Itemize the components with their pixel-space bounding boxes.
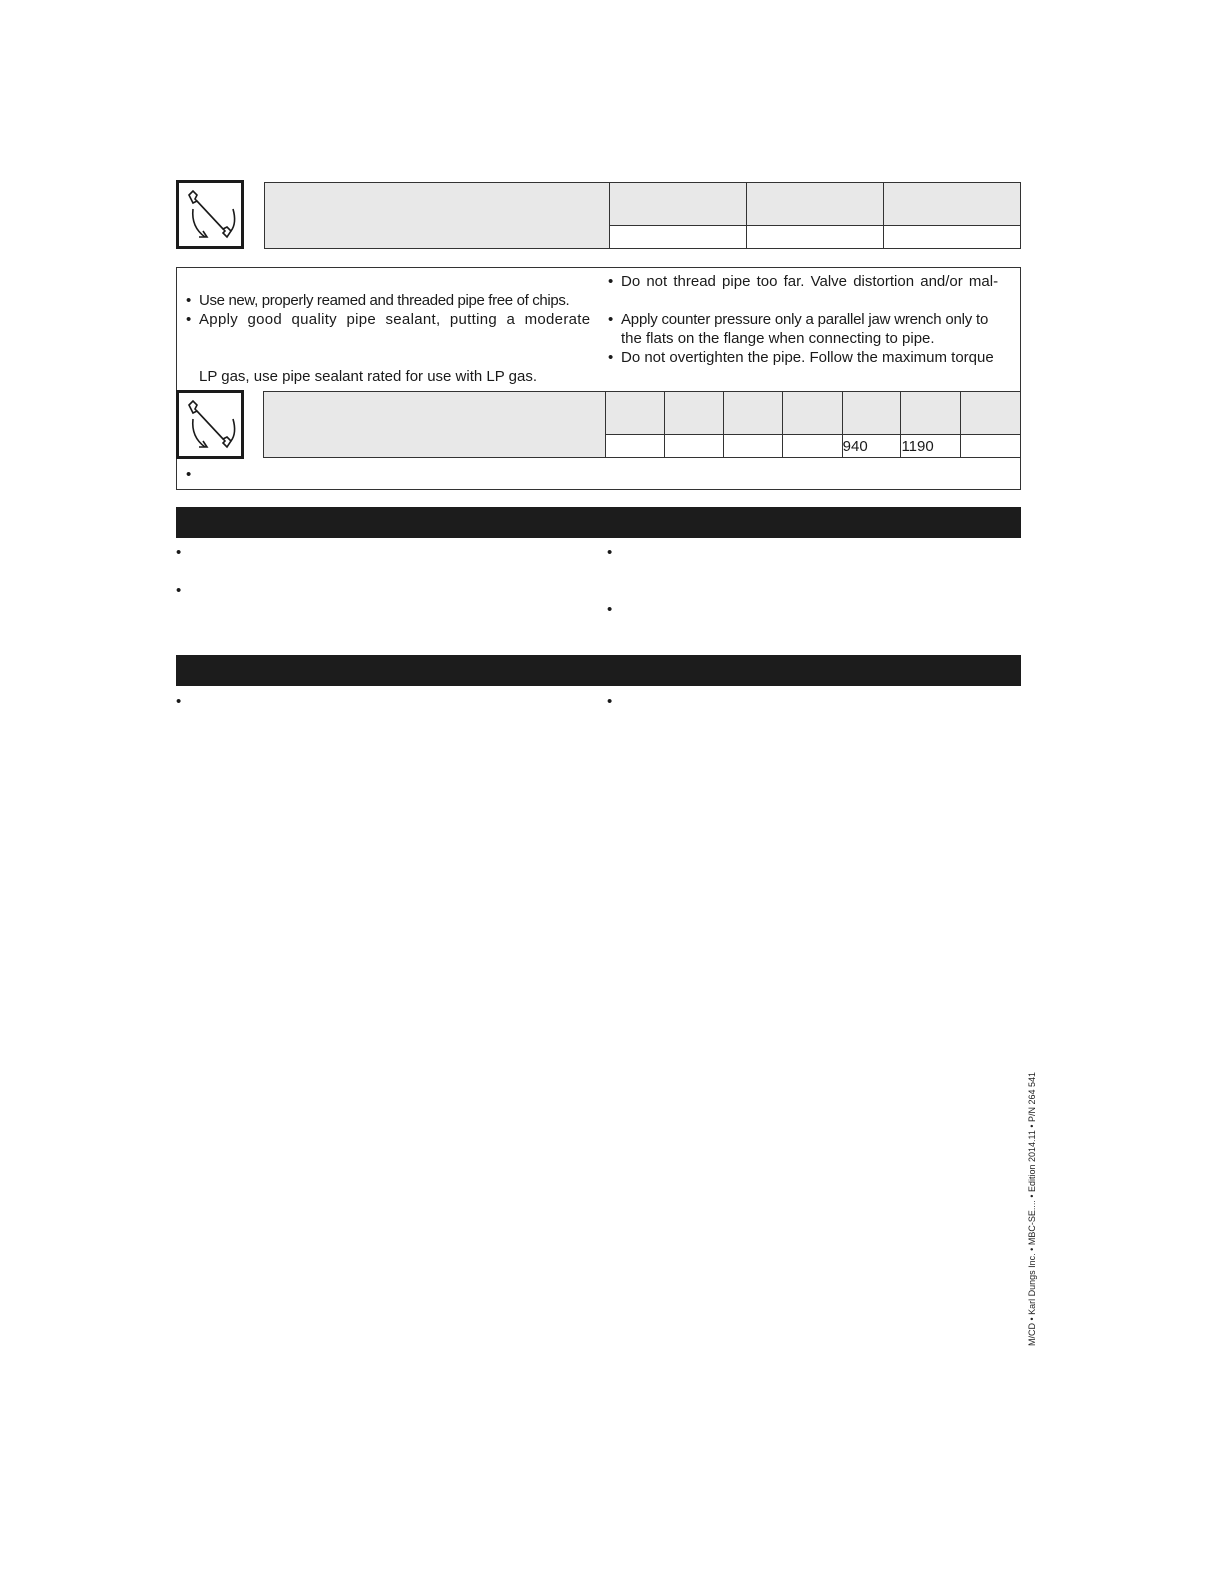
table-cell [782, 435, 842, 458]
bullet-glyph: • [186, 466, 192, 483]
instruction-item: Use new, properly reamed and threaded pipe free of chips. [199, 292, 570, 309]
table-header-cell [884, 183, 1021, 226]
bullet-glyph: • [176, 582, 182, 599]
bullet-glyph: • [176, 544, 182, 561]
table-cell: 940 [842, 435, 901, 458]
table-cell [961, 435, 1021, 458]
bullet-glyph: • [608, 311, 614, 328]
table-header-cell [961, 392, 1021, 435]
document-footer: M/CD • Karl Dungs Inc. • MBC-SE.... • Edition 2014.11 • P/N 264 541 [1027, 1071, 1037, 1346]
table-header-cell [901, 392, 961, 435]
table-header-cell [747, 183, 884, 226]
wrench-icon [176, 390, 244, 459]
bullet-glyph: • [608, 273, 614, 290]
table-cell [884, 225, 1021, 248]
table-cell [664, 435, 724, 458]
bullet-glyph: • [607, 544, 613, 561]
table-cell [747, 225, 884, 248]
bullet-glyph: • [176, 693, 182, 710]
table-header-cell [265, 183, 610, 249]
table-header-cell [664, 392, 724, 435]
instruction-item: Apply counter pressure only a parallel jaw wrench only to [621, 311, 989, 328]
table-header-cell [264, 392, 606, 458]
table-cell [724, 435, 783, 458]
table-cell [609, 225, 747, 248]
instruction-item: Do not overtighten the pipe. Follow the maximum torque [621, 349, 994, 366]
table-header-cell [724, 392, 783, 435]
table-header-cell [782, 392, 842, 435]
bullet-glyph: • [608, 349, 614, 366]
table-cell: 1190 [901, 435, 961, 458]
bullet-glyph: • [186, 292, 192, 309]
table-header-cell [842, 392, 901, 435]
torque-table [263, 391, 1021, 458]
instruction-item-line: the flats on the flange when connecting to pipe. [621, 330, 935, 347]
bullet-glyph: • [186, 311, 192, 328]
bullet-glyph: • [607, 601, 613, 618]
wrench-icon [176, 180, 244, 249]
table-cell [606, 435, 665, 458]
instruction-item: Apply good quality pipe sealant, putting a moderate [199, 311, 591, 328]
table-header-cell [606, 392, 665, 435]
spec-header-table [264, 182, 1021, 249]
section-header-bar [176, 507, 1021, 538]
section-header-bar [176, 655, 1021, 686]
table-header-cell [609, 183, 747, 226]
instruction-continuation: LP gas, use pipe sealant rated for use with LP gas. [199, 368, 537, 385]
bullet-glyph: • [607, 693, 613, 710]
instruction-item: Do not thread pipe too far. Valve distortion and/or mal- [621, 273, 999, 290]
